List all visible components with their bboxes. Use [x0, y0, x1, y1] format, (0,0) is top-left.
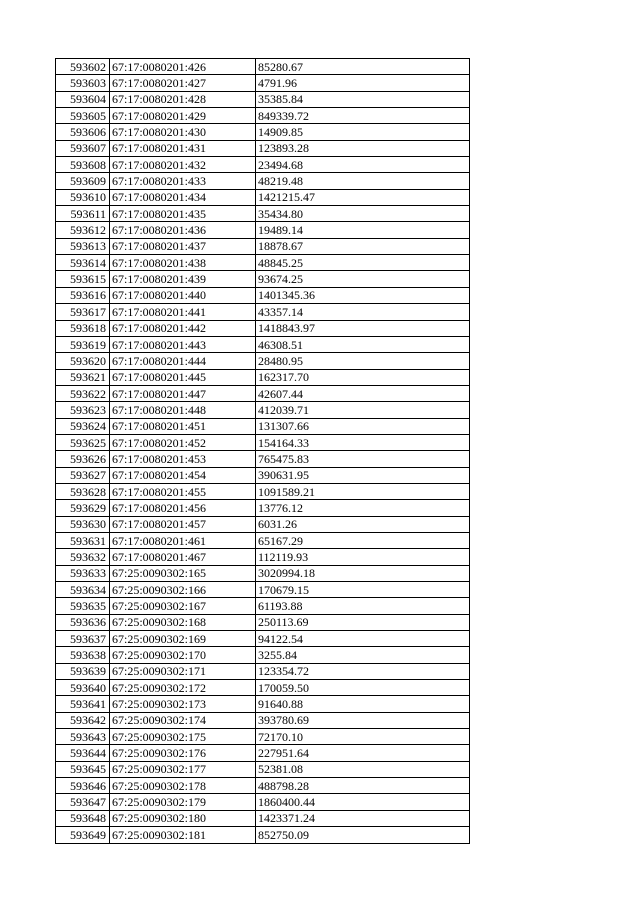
cadastral-number-cell: 67:25:0090302:168	[110, 614, 256, 630]
table-row	[56, 336, 470, 352]
cadastral-number-cell: 67:17:0080201:430	[110, 124, 256, 140]
row-number-cell: 593606	[56, 124, 110, 140]
row-number-cell: 593623	[56, 402, 110, 418]
row-number-cell: 593627	[56, 467, 110, 483]
table-row	[56, 532, 470, 548]
table-row	[56, 173, 470, 189]
cadastral-number-cell: 67:17:0080201:429	[110, 108, 256, 124]
table-row	[56, 320, 470, 336]
cadastral-number-cell: 67:25:0090302:167	[110, 598, 256, 614]
table-row	[56, 761, 470, 777]
cadastral-number-cell: 67:17:0080201:448	[110, 402, 256, 418]
table-row	[56, 434, 470, 450]
table-row	[56, 385, 470, 401]
cadastral-number-cell: 67:25:0090302:181	[110, 827, 256, 843]
value-cell: 13776.12	[256, 500, 470, 516]
row-number-cell: 593632	[56, 549, 110, 565]
cadastral-number-cell: 67:17:0080201:427	[110, 75, 256, 91]
cadastral-number-cell: 67:17:0080201:438	[110, 255, 256, 271]
cadastral-number-cell: 67:17:0080201:442	[110, 320, 256, 336]
row-number-cell: 593644	[56, 745, 110, 761]
table-row	[56, 647, 470, 663]
row-number-cell: 593643	[56, 729, 110, 745]
table-row	[56, 418, 470, 434]
cadastral-number-cell: 67:17:0080201:451	[110, 418, 256, 434]
row-number-cell: 593626	[56, 451, 110, 467]
row-number-cell: 593629	[56, 500, 110, 516]
table-row	[56, 810, 470, 826]
value-cell: 35385.84	[256, 91, 470, 107]
table-row	[56, 222, 470, 238]
cadastral-number-cell: 67:17:0080201:441	[110, 304, 256, 320]
cadastral-number-cell: 67:25:0090302:177	[110, 761, 256, 777]
cadastral-number-cell: 67:25:0090302:175	[110, 729, 256, 745]
row-number-cell: 593608	[56, 157, 110, 173]
value-cell: 52381.08	[256, 761, 470, 777]
value-cell: 131307.66	[256, 418, 470, 434]
cadastral-number-cell: 67:17:0080201:431	[110, 140, 256, 156]
cadastral-number-cell: 67:25:0090302:171	[110, 663, 256, 679]
value-cell: 3255.84	[256, 647, 470, 663]
table-row	[56, 778, 470, 794]
value-cell: 46308.51	[256, 336, 470, 352]
value-cell: 85280.67	[256, 59, 470, 75]
cadastral-number-cell: 67:25:0090302:170	[110, 647, 256, 663]
table-row	[56, 157, 470, 173]
row-number-cell: 593625	[56, 434, 110, 450]
value-cell: 93674.25	[256, 271, 470, 287]
cadastral-number-cell: 67:25:0090302:173	[110, 696, 256, 712]
row-number-cell: 593611	[56, 206, 110, 222]
row-number-cell: 593621	[56, 369, 110, 385]
table-row	[56, 369, 470, 385]
table-row	[56, 631, 470, 647]
table-row	[56, 500, 470, 516]
table-row	[56, 75, 470, 91]
table-row	[56, 124, 470, 140]
value-cell: 94122.54	[256, 631, 470, 647]
row-number-cell: 593634	[56, 582, 110, 598]
row-number-cell: 593648	[56, 810, 110, 826]
row-number-cell: 593638	[56, 647, 110, 663]
value-cell: 61193.88	[256, 598, 470, 614]
table-body	[56, 59, 470, 844]
value-cell: 488798.28	[256, 778, 470, 794]
cadastral-number-cell: 67:17:0080201:455	[110, 483, 256, 499]
cadastral-number-cell: 67:17:0080201:453	[110, 451, 256, 467]
value-cell: 23494.68	[256, 157, 470, 173]
cadastral-number-cell: 67:17:0080201:447	[110, 385, 256, 401]
row-number-cell: 593610	[56, 189, 110, 205]
row-number-cell: 593630	[56, 516, 110, 532]
row-number-cell: 593619	[56, 336, 110, 352]
row-number-cell: 593604	[56, 91, 110, 107]
value-cell: 1418843.97	[256, 320, 470, 336]
cadastral-number-cell: 67:17:0080201:428	[110, 91, 256, 107]
table-row	[56, 467, 470, 483]
cadastral-number-cell: 67:25:0090302:174	[110, 712, 256, 728]
value-cell: 43357.14	[256, 304, 470, 320]
row-number-cell: 593635	[56, 598, 110, 614]
table-row	[56, 614, 470, 630]
row-number-cell: 593617	[56, 304, 110, 320]
value-cell: 91640.88	[256, 696, 470, 712]
cadastral-number-cell: 67:17:0080201:467	[110, 549, 256, 565]
table-row	[56, 353, 470, 369]
value-cell: 72170.10	[256, 729, 470, 745]
value-cell: 1401345.36	[256, 287, 470, 303]
table-row	[56, 402, 470, 418]
value-cell: 390631.95	[256, 467, 470, 483]
row-number-cell: 593602	[56, 59, 110, 75]
cadastral-number-cell: 67:17:0080201:437	[110, 238, 256, 254]
value-cell: 852750.09	[256, 827, 470, 843]
row-number-cell: 593649	[56, 827, 110, 843]
table-row	[56, 255, 470, 271]
row-number-cell: 593605	[56, 108, 110, 124]
cadastral-number-cell: 67:17:0080201:434	[110, 189, 256, 205]
row-number-cell: 593639	[56, 663, 110, 679]
cadastral-number-cell: 67:17:0080201:454	[110, 467, 256, 483]
value-cell: 35434.80	[256, 206, 470, 222]
table-row	[56, 827, 470, 843]
cadastral-number-cell: 67:17:0080201:457	[110, 516, 256, 532]
row-number-cell: 593603	[56, 75, 110, 91]
row-number-cell: 593612	[56, 222, 110, 238]
row-number-cell: 593646	[56, 778, 110, 794]
table-row	[56, 663, 470, 679]
value-cell: 393780.69	[256, 712, 470, 728]
table-row	[56, 565, 470, 581]
table-row	[56, 108, 470, 124]
cadastral-number-cell: 67:25:0090302:180	[110, 810, 256, 826]
cadastral-number-cell: 67:17:0080201:440	[110, 287, 256, 303]
row-number-cell: 593636	[56, 614, 110, 630]
table-row	[56, 140, 470, 156]
cadastral-number-cell: 67:17:0080201:426	[110, 59, 256, 75]
value-cell: 227951.64	[256, 745, 470, 761]
cadastral-number-cell: 67:25:0090302:176	[110, 745, 256, 761]
cadastral-number-cell: 67:17:0080201:445	[110, 369, 256, 385]
cadastral-number-cell: 67:25:0090302:166	[110, 582, 256, 598]
table-row	[56, 271, 470, 287]
table-row	[56, 745, 470, 761]
row-number-cell: 593640	[56, 680, 110, 696]
table-row	[56, 582, 470, 598]
value-cell: 250113.69	[256, 614, 470, 630]
table-row	[56, 712, 470, 728]
table-row	[56, 287, 470, 303]
table-row	[56, 598, 470, 614]
value-cell: 4791.96	[256, 75, 470, 91]
cadastral-number-cell: 67:17:0080201:443	[110, 336, 256, 352]
value-cell: 65167.29	[256, 532, 470, 548]
value-cell: 849339.72	[256, 108, 470, 124]
cadastral-number-cell: 67:17:0080201:444	[110, 353, 256, 369]
table-row	[56, 483, 470, 499]
value-cell: 1421215.47	[256, 189, 470, 205]
value-cell: 28480.95	[256, 353, 470, 369]
table-row	[56, 729, 470, 745]
cadastral-number-cell: 67:17:0080201:452	[110, 434, 256, 450]
value-cell: 48219.48	[256, 173, 470, 189]
row-number-cell: 593647	[56, 794, 110, 810]
value-cell: 123354.72	[256, 663, 470, 679]
cadastral-number-cell: 67:25:0090302:179	[110, 794, 256, 810]
row-number-cell: 593641	[56, 696, 110, 712]
row-number-cell: 593631	[56, 532, 110, 548]
cadastral-number-cell: 67:25:0090302:169	[110, 631, 256, 647]
table-row	[56, 304, 470, 320]
value-cell: 412039.71	[256, 402, 470, 418]
row-number-cell: 593613	[56, 238, 110, 254]
table-row	[56, 189, 470, 205]
cadastral-number-cell: 67:17:0080201:433	[110, 173, 256, 189]
row-number-cell: 593637	[56, 631, 110, 647]
cadastral-number-cell: 67:25:0090302:165	[110, 565, 256, 581]
value-cell: 6031.26	[256, 516, 470, 532]
value-cell: 14909.85	[256, 124, 470, 140]
cadastral-number-cell: 67:17:0080201:439	[110, 271, 256, 287]
row-number-cell: 593633	[56, 565, 110, 581]
table-row	[56, 206, 470, 222]
value-cell: 112119.93	[256, 549, 470, 565]
table-row	[56, 680, 470, 696]
table-row	[56, 516, 470, 532]
value-cell: 1423371.24	[256, 810, 470, 826]
value-cell: 18878.67	[256, 238, 470, 254]
row-number-cell: 593616	[56, 287, 110, 303]
value-cell: 1091589.21	[256, 483, 470, 499]
cadastral-number-cell: 67:17:0080201:432	[110, 157, 256, 173]
cadastral-value-table	[55, 58, 470, 844]
value-cell: 170059.50	[256, 680, 470, 696]
row-number-cell: 593609	[56, 173, 110, 189]
table-row	[56, 451, 470, 467]
value-cell: 19489.14	[256, 222, 470, 238]
table-row	[56, 696, 470, 712]
row-number-cell: 593624	[56, 418, 110, 434]
row-number-cell: 593642	[56, 712, 110, 728]
value-cell: 170679.15	[256, 582, 470, 598]
cadastral-number-cell: 67:17:0080201:456	[110, 500, 256, 516]
row-number-cell: 593615	[56, 271, 110, 287]
table-row	[56, 91, 470, 107]
row-number-cell: 593607	[56, 140, 110, 156]
row-number-cell: 593622	[56, 385, 110, 401]
table-row	[56, 238, 470, 254]
cadastral-number-cell: 67:17:0080201:435	[110, 206, 256, 222]
value-cell: 3020994.18	[256, 565, 470, 581]
value-cell: 765475.83	[256, 451, 470, 467]
table-row	[56, 549, 470, 565]
row-number-cell: 593614	[56, 255, 110, 271]
table-row	[56, 59, 470, 75]
row-number-cell: 593620	[56, 353, 110, 369]
cadastral-number-cell: 67:25:0090302:178	[110, 778, 256, 794]
cadastral-number-cell: 67:17:0080201:436	[110, 222, 256, 238]
row-number-cell: 593618	[56, 320, 110, 336]
value-cell: 123893.28	[256, 140, 470, 156]
table-row	[56, 794, 470, 810]
value-cell: 48845.25	[256, 255, 470, 271]
value-cell: 1860400.44	[256, 794, 470, 810]
value-cell: 162317.70	[256, 369, 470, 385]
value-cell: 154164.33	[256, 434, 470, 450]
row-number-cell: 593645	[56, 761, 110, 777]
row-number-cell: 593628	[56, 483, 110, 499]
value-cell: 42607.44	[256, 385, 470, 401]
cadastral-number-cell: 67:17:0080201:461	[110, 532, 256, 548]
cadastral-number-cell: 67:25:0090302:172	[110, 680, 256, 696]
